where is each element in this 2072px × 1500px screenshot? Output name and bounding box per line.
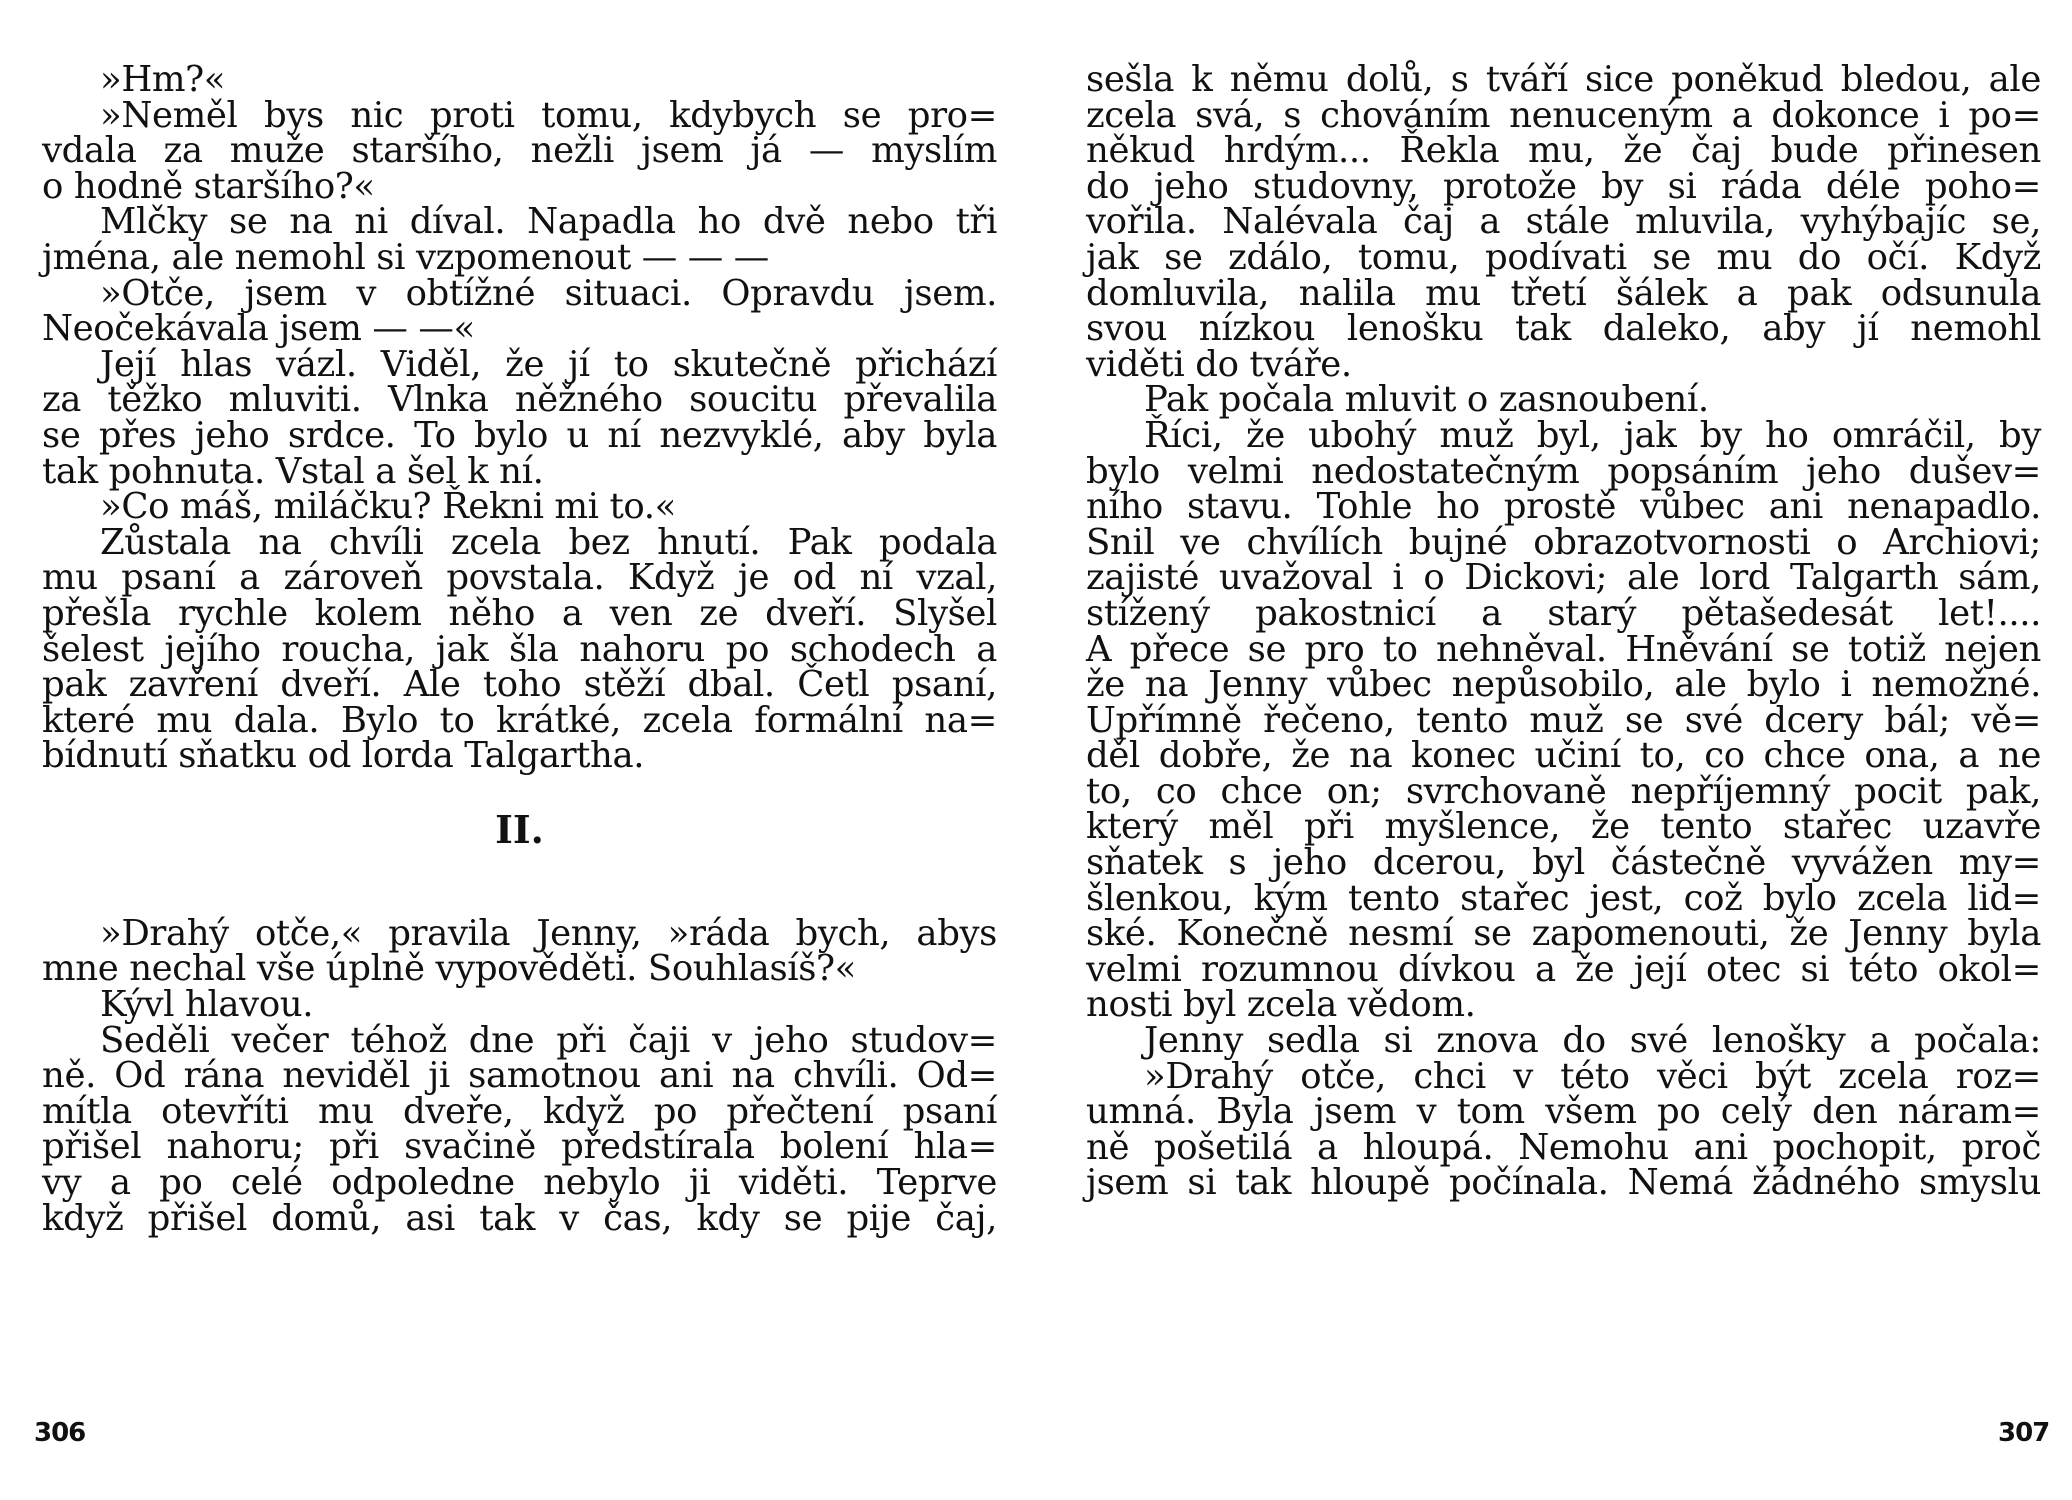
text-line: přešla rychle kolem něho a ven ze dveří. Slyšel — [42, 592, 997, 634]
text-line: Říci, že ubohý muž byl, jak by ho omráčil, by — [1144, 414, 2041, 456]
text-line: »Neměl bys nic proti tomu, kdybych se pro= — [100, 94, 997, 136]
page-number-right: 307 — [1998, 1418, 2050, 1448]
text-line: zajisté uvažoval i o Dickovi; ale lord Talgarth sám, — [1086, 557, 2041, 599]
text-line: vořila. Nalévala čaj a stále mluvila, vyhýbajíc se, — [1086, 201, 2041, 243]
text-line: jsem si tak hloupě počínala. Nemá žádného smyslu — [1086, 1162, 2041, 1204]
text-line: domluvila, nalila mu třetí šálek a pak odsunula — [1086, 272, 2041, 314]
text-line: vy a po celé odpoledne nebylo ji viděti. Teprve — [42, 1162, 997, 1204]
text-line: mne nechal vše úplně vypověděti. Souhlasíš?« — [42, 948, 856, 990]
text-line: když přišel domů, asi tak v čas, kdy se pije čaj, — [42, 1197, 997, 1239]
text-line: Neočekávala jsem — —« — [42, 308, 475, 350]
text-line: sešla k němu dolů, s tváří sice poněkud bledou, ale — [1086, 59, 2041, 100]
text-line: to, co chce on; svrchovaně nepříjemný pocit pak, — [1086, 770, 2041, 812]
text-line: »Otče, jsem v obtížné situaci. Opravdu jsem. — [100, 272, 997, 314]
text-line: někud hrdým... Řekla mu, že čaj bude přinesen — [1086, 130, 2041, 172]
text-line: Zůstala na chvíli zcela bez hnutí. Pak podala — [100, 521, 997, 563]
text-line: vdala za muže staršího, nežli jsem já — myslím — [42, 130, 997, 172]
text-line: Snil ve chvílích bujné obrazotvornosti o Archiovi; — [1086, 521, 2041, 563]
text-line: ské. Konečně nesmí se zapomenouti, že Jenny byla — [1086, 913, 2041, 955]
text-line: zcela svá, s chováním nenuceným a dokonce i po= — [1086, 94, 2041, 136]
text-line: bídnutí sňatku od lorda Talgartha. — [42, 735, 645, 777]
text-line: stížený pakostnicí a starý pětašedesát let!.... — [1086, 592, 2041, 634]
text-line: se přes jeho srdce. To bylo u ní nezvyklé, aby byla — [42, 414, 997, 456]
text-line: umná. Byla jsem v tom všem po celý den náram= — [1086, 1091, 2041, 1133]
text-line: pak zavření dveří. Ale toho stěží dbal. Četl psaní, — [42, 664, 997, 706]
text-line: Upřímně řečeno, tento muž se své dcery bál; vě= — [1086, 699, 2041, 741]
text-line: mu psaní a zároveň povstala. Když je od ní vzal, — [42, 557, 997, 599]
text-line: Jenny sedla si znova do své lenošky a počala: — [1144, 1020, 2041, 1062]
text-line: Pak počala mluvit o zasnoubení. — [1144, 379, 1709, 421]
text-line: jak se zdálo, tomu, podívati se mu do očí. Když — [1086, 236, 2041, 278]
text-line: Seděli večer téhož dne při čaji v jeho studov= — [100, 1019, 997, 1061]
text-line: A přece se pro to nehněval. Hněvání se totiž nejen — [1086, 628, 2041, 670]
text-line: Její hlas vázl. Viděl, že jí to skutečně přichází — [100, 343, 997, 385]
text-line: sňatek s jeho dcerou, byl částečně vyvážen my= — [1086, 842, 2041, 884]
text-line: nosti byl zcela vědom. — [1086, 984, 1476, 1026]
text-line: přišel nahoru; při svačině předstírala bolení hla= — [42, 1126, 997, 1168]
text-line: tak pohnuta. Vstal a šel k ní. — [42, 450, 544, 492]
text-line: že na Jenny vůbec nepůsobilo, ale bylo i nemožné. — [1086, 664, 2041, 706]
text-line: jména, ale nemohl si vzpomenout — — — — [42, 236, 769, 278]
text-line: »Hm?« — [100, 59, 226, 100]
text-line: ně pošetilá a hloupá. Nemohu ani pochopit, proč — [1086, 1126, 2041, 1168]
left-page — [42, 59, 997, 1239]
text-line: Mlčky se na ni díval. Napadla ho dvě nebo tři — [100, 201, 997, 243]
text-line: který měl při myšlence, že tento stařec uzavře — [1086, 806, 2041, 848]
text-line: děl dobře, že na konec učiní to, co chce ona, a ne — [1086, 735, 2041, 777]
text-line: které mu dala. Bylo to krátké, zcela formální na= — [42, 699, 997, 741]
text-line: do jeho studovny, protože by si ráda déle poho= — [1086, 165, 2041, 207]
text-line: »Co máš, miláčku? Řekni mi to.« — [100, 486, 676, 528]
page-number-left: 306 — [34, 1418, 86, 1448]
text-line: šelest jejího roucha, jak šla nahoru po schodech a — [42, 628, 997, 670]
text-line: Kývl hlavou. — [100, 984, 314, 1026]
text-line: »Drahý otče, chci v této věci být zcela roz= — [1144, 1055, 2041, 1097]
text-line: ního stavu. Tohle ho prostě vůbec ani nenapadlo. — [1086, 486, 2041, 528]
text-line: bylo velmi nedostatečným popsáním jeho dušev= — [1086, 450, 2041, 492]
text-line: mítla otevříti mu dveře, když po přečtení psaní — [42, 1090, 997, 1132]
text-line: šlenkou, kým tento stařec jest, což bylo zcela lid= — [1086, 877, 2041, 919]
text-line: velmi rozumnou dívkou a že její otec si této okol= — [1086, 948, 2041, 990]
right-page — [1086, 59, 2041, 1204]
text-line: »Drahý otče,« pravila Jenny, »ráda bych, abys — [100, 912, 997, 954]
text-line: o hodně staršího?« — [42, 165, 375, 207]
text-line: za těžko mluviti. Vlnka něžného soucitu převalila — [42, 379, 997, 421]
text-line: ně. Od rána neviděl ji samotnou ani na chvíli. Od= — [42, 1055, 997, 1097]
text-line: svou nízkou lenošku tak daleko, aby jí nemohl — [1086, 308, 2041, 350]
text-line: viděti do tváře. — [1086, 343, 1352, 385]
chapter-heading: II. — [495, 806, 544, 852]
